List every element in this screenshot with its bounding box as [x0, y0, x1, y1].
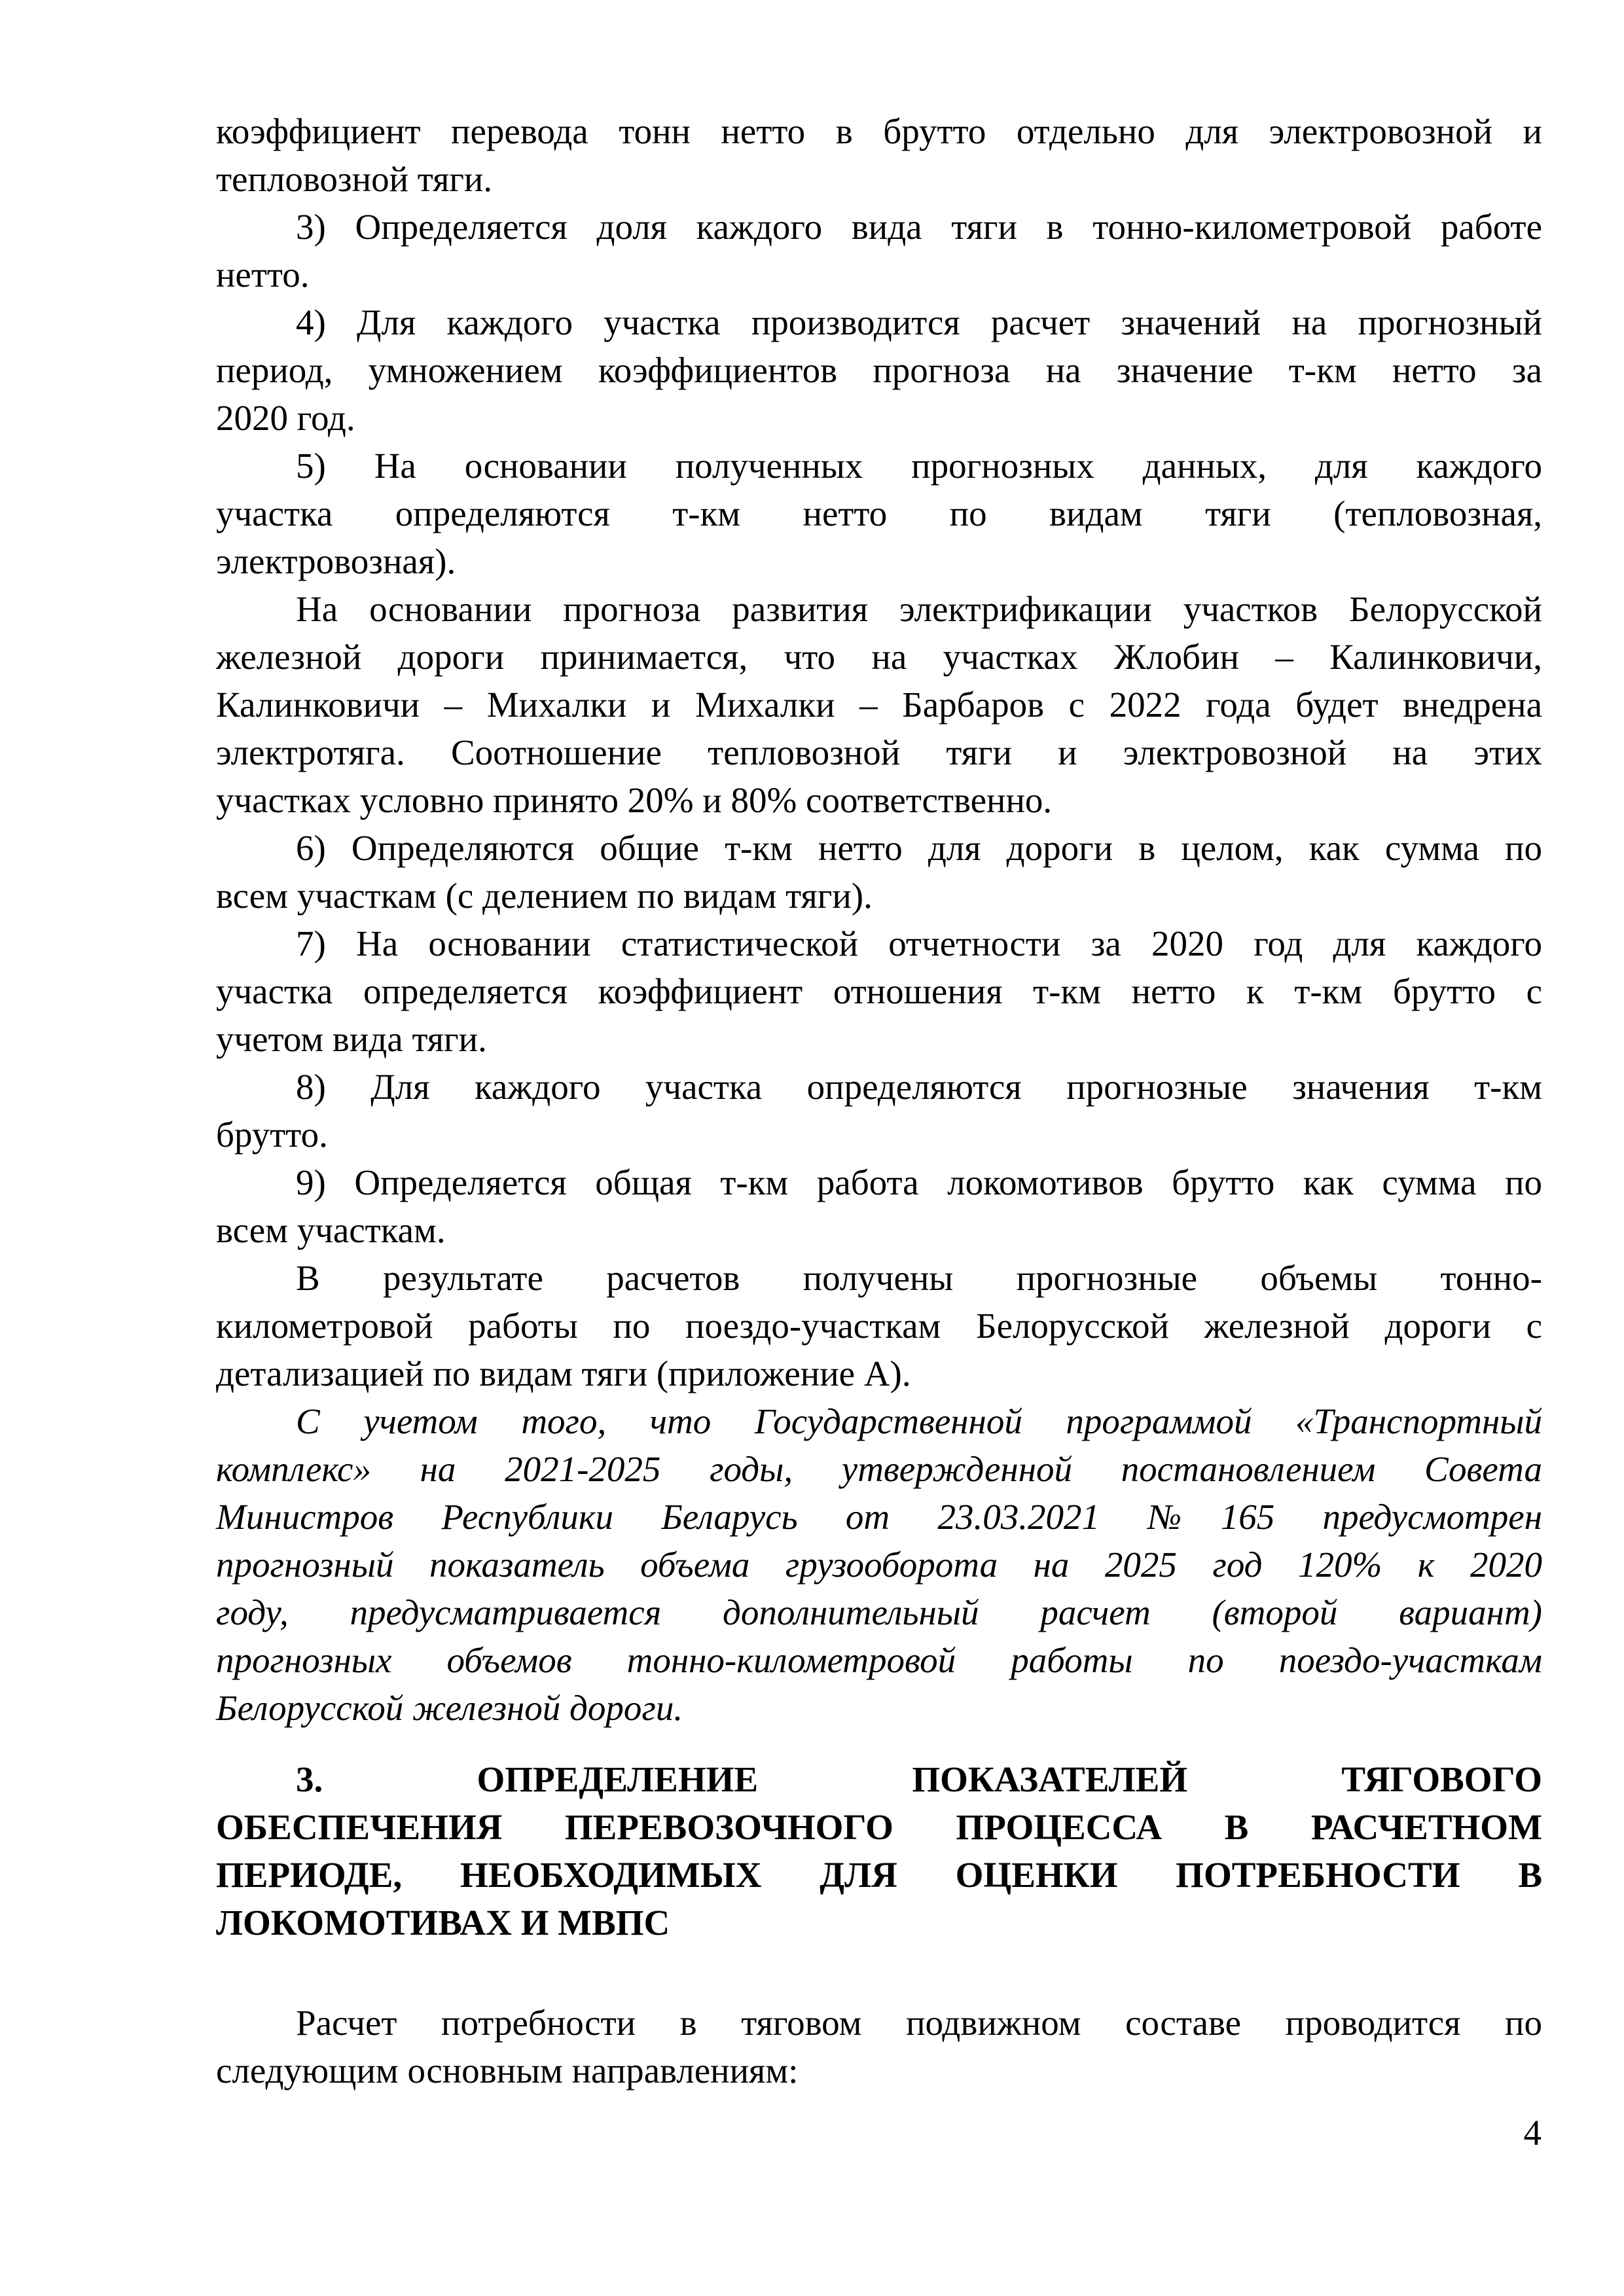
text-line: 8) Для каждого участка определяются прогнозные значения т-км [296, 1067, 1542, 1107]
paragraph [216, 1254, 1542, 1397]
text-line: 3) Определяется доля каждого вида тяги в тонно-километровой работе [296, 207, 1542, 247]
paragraph [216, 442, 1542, 585]
paragraph [216, 1158, 1542, 1254]
text-line: железной дороги принимается, что на участках Жлобин – Калинковичи, [216, 637, 1542, 677]
text-line: коэффициент перевода тонн нетто в брутто отдельно для электровозной и [216, 111, 1542, 151]
text-line: На основании прогноза развития электрификации участков Белорусской [296, 589, 1542, 629]
section-heading [216, 1755, 1542, 1946]
text-line: участка определяется коэффициент отношения т-км нетто к т-км брутто с [216, 971, 1542, 1011]
text-line: ПЕРИОДЕ, НЕОБХОДИМЫХ ДЛЯ ОЦЕНКИ ПОТРЕБНОСТИ В [216, 1855, 1542, 1895]
text-line: детализацией по видам тяги (приложение А). [216, 1354, 911, 1393]
paragraph [216, 1397, 1542, 1732]
paragraph [216, 107, 1542, 203]
paragraph [216, 824, 1542, 920]
text-line: следующим основным направлениям: [216, 2051, 799, 2090]
text-line: период, умножением коэффициентов прогноза на значение т-км нетто за [216, 350, 1542, 390]
paragraph [216, 203, 1542, 298]
text-line: прогнозный показатель объема грузооборота на 2025 год 120% к 2020 [216, 1545, 1542, 1585]
text-line: 5) На основании полученных прогнозных данных, для каждого [296, 446, 1542, 486]
page-number: 4 [1523, 2113, 1542, 2153]
text-line: комплекс» на 2021-2025 годы, утвержденной постановлением Совета [216, 1449, 1542, 1489]
text-line: участка определяются т-км нетто по видам тяги (тепловозная, [216, 493, 1542, 533]
text-line: участках условно принято 20% и 80% соответственно. [216, 780, 1053, 820]
text-line: 9) Определяется общая т-км работа локомотивов брутто как сумма по [296, 1162, 1542, 1202]
text-line: электротяга. Соотношение тепловозной тяги и электровозной на этих [216, 732, 1542, 772]
text-line: брутто. [216, 1115, 328, 1155]
text-line: Министров Республики Беларусь от 23.03.2021 №165 предусмотрен [216, 1497, 1542, 1537]
text-line: году, предусматривается дополнительный расчет (второй вариант) [216, 1592, 1542, 1632]
text-line: километровой работы по поездо-участкам Белорусской железной дороги с [216, 1306, 1542, 1346]
text-line: 4) Для каждого участка производится расчет значений на прогнозный [296, 302, 1542, 342]
text-line: учетом вида тяги. [216, 1019, 487, 1059]
text-line: электровозная). [216, 541, 456, 581]
text-line: тепловозной тяги. [216, 159, 493, 199]
text-line: нетто. [216, 255, 310, 295]
text-line: 2020 год. [216, 398, 355, 438]
text-line: Расчет потребности в тяговом подвижном составе проводится по [296, 2003, 1542, 2043]
paragraph [216, 298, 1542, 442]
text-line: 7) На основании статистической отчетности за 2020 год для каждого [296, 924, 1542, 963]
text-line: С учетом того, что Государственной программой «Транспортный [296, 1401, 1542, 1441]
paragraph [216, 1999, 1542, 2094]
text-line: Белорусской железной дороги. [216, 1688, 683, 1728]
document-text-block [216, 107, 1542, 2094]
text-line: 6) Определяются общие т-км нетто для дороги в целом, как сумма по [296, 828, 1542, 868]
text-line: 3. ОПРЕДЕЛЕНИЕ ПОКАЗАТЕЛЕЙ ТЯГОВОГО [296, 1759, 1542, 1799]
text-line: всем участкам (с делением по видам тяги). [216, 876, 873, 916]
text-line: прогнозных объемов тонно-километровой работы по поездо-участкам [216, 1640, 1542, 1680]
text-line: В результате расчетов получены прогнозные объемы тонно- [296, 1258, 1542, 1298]
text-line: ОБЕСПЕЧЕНИЯ ПЕРЕВОЗОЧНОГО ПРОЦЕССА В РАСЧЕТНОМ [216, 1807, 1542, 1847]
text-line: ЛОКОМОТИВАХ И МВПС [216, 1903, 670, 1943]
text-line: Калинковичи – Михалки и Михалки – Барбаров с 2022 года будет внедрена [216, 685, 1542, 725]
paragraph [216, 1063, 1542, 1158]
text-line: всем участкам. [216, 1210, 446, 1250]
paragraph [216, 920, 1542, 1063]
paragraph [216, 585, 1542, 824]
